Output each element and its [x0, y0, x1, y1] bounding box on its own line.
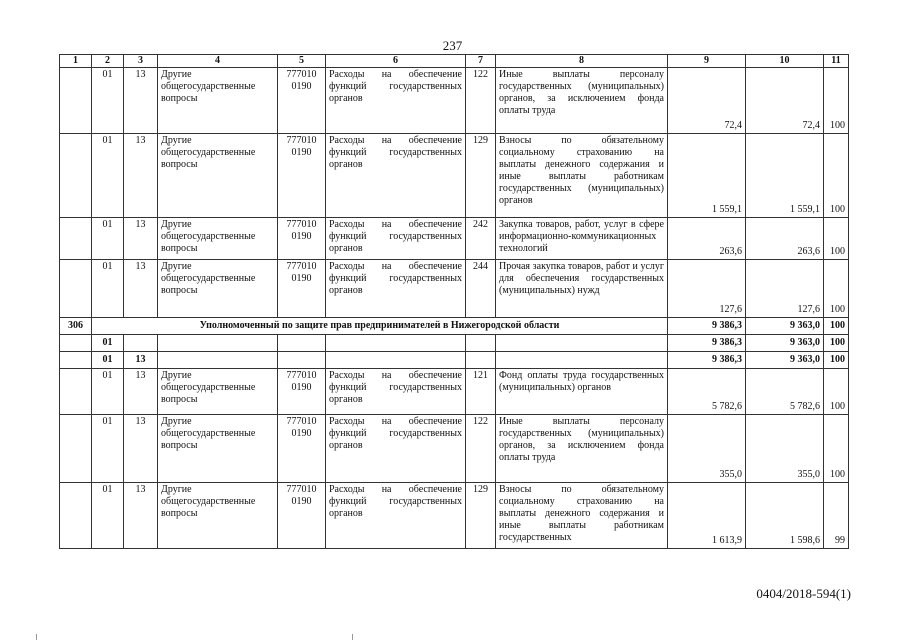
cell-c5: 777010 0190 — [278, 260, 326, 318]
cell-c2: 01 — [92, 335, 124, 352]
cell-c3: 13 — [124, 134, 158, 218]
cell-c11: 100 — [824, 260, 849, 318]
cell-c3 — [124, 335, 158, 352]
cell-c11: 100 — [824, 352, 849, 369]
cell-c8: Иные выплаты персоналу государственных (муниципальных) органов, за исключением фонда оплаты труда — [496, 415, 668, 483]
cell-c2: 01 — [92, 68, 124, 134]
cell-c5: 777010 0190 — [278, 369, 326, 415]
table-row — [60, 68, 849, 134]
subtotal-row — [60, 352, 849, 369]
cell-c4: Другие общегосударственные вопросы — [158, 415, 278, 483]
cell-c9: 72,4 — [668, 68, 746, 134]
empty-cell — [466, 335, 496, 352]
cell-c11: 100 — [824, 134, 849, 218]
cell-c3: 13 — [124, 218, 158, 260]
cell-c1 — [60, 68, 92, 134]
cell-c2: 01 — [92, 369, 124, 415]
cell-c2: 01 — [92, 260, 124, 318]
cell-c7: 122 — [466, 415, 496, 483]
empty-cell — [278, 352, 326, 369]
cell-c3: 13 — [124, 260, 158, 318]
cell-c8: Взносы по обязательному социальному страхованию на выплаты денежного содержания и иные выплаты работникам государственных (муниципальных) органов — [496, 134, 668, 218]
cell-c3: 13 — [124, 369, 158, 415]
scan-mark — [352, 634, 353, 640]
cell-c3: 13 — [124, 415, 158, 483]
cell-c1: 306 — [60, 318, 92, 335]
cell-c5: 777010 0190 — [278, 218, 326, 260]
cell-c8: Иные выплаты персоналу государственных (муниципальных) органов, за исключением фонда оплаты труда — [496, 68, 668, 134]
cell-c7: 242 — [466, 218, 496, 260]
cell-c11: 100 — [824, 369, 849, 415]
cell-c10: 263,6 — [746, 218, 824, 260]
cell-c4: Другие общегосударственные вопросы — [158, 483, 278, 549]
cell-c5: 777010 0190 — [278, 134, 326, 218]
header-cell: 8 — [496, 55, 668, 68]
table-row — [60, 415, 849, 483]
empty-cell — [158, 335, 278, 352]
cell-c8: Закупка товаров, работ, услуг в сфере информационно-коммуникационных технологий — [496, 218, 668, 260]
cell-c10: 9 363,0 — [746, 335, 824, 352]
cell-c6: Расходы на обеспечение функций государственных органов — [326, 260, 466, 318]
cell-c11: 100 — [824, 218, 849, 260]
cell-c2: 01 — [92, 134, 124, 218]
empty-cell — [326, 352, 466, 369]
cell-c4: Другие общегосударственные вопросы — [158, 260, 278, 318]
cell-c7: 129 — [466, 483, 496, 549]
page-number: 237 — [442, 38, 463, 53]
empty-cell — [496, 335, 668, 352]
table-row — [60, 483, 849, 549]
empty-cell — [60, 335, 92, 352]
header-cell: 7 — [466, 55, 496, 68]
cell-c6: Расходы на обеспечение функций государственных органов — [326, 218, 466, 260]
header-row — [60, 55, 849, 68]
cell-c5: 777010 0190 — [278, 415, 326, 483]
header-cell: 6 — [326, 55, 466, 68]
cell-c9: 263,6 — [668, 218, 746, 260]
header-cell: 3 — [124, 55, 158, 68]
cell-c9: 127,6 — [668, 260, 746, 318]
document-code: 0404/2018-594(1) — [756, 586, 851, 601]
cell-c9: 1 559,1 — [668, 134, 746, 218]
table-row — [60, 134, 849, 218]
cell-c3: 13 — [124, 352, 158, 369]
header-cell: 11 — [824, 55, 849, 68]
cell-c7: 244 — [466, 260, 496, 318]
table-row — [60, 369, 849, 415]
cell-c6: Расходы на обеспечение функций государственных органов — [326, 369, 466, 415]
cell-c8: Прочая закупка товаров, работ и услуг для обеспечения государственных (муниципальных) нужд — [496, 260, 668, 318]
header-cell: 9 — [668, 55, 746, 68]
cell-c4: Другие общегосударственные вопросы — [158, 134, 278, 218]
cell-c3: 13 — [124, 68, 158, 134]
cell-c5: 777010 0190 — [278, 68, 326, 134]
cell-c9: 9 386,3 — [668, 318, 746, 335]
header-cell: 5 — [278, 55, 326, 68]
cell-c7: 122 — [466, 68, 496, 134]
empty-cell — [60, 352, 92, 369]
cell-c10: 9 363,0 — [746, 352, 824, 369]
cell-c11: 100 — [824, 415, 849, 483]
cell-c10: 355,0 — [746, 415, 824, 483]
empty-cell — [158, 352, 278, 369]
empty-cell — [326, 335, 466, 352]
cell-c2: 01 — [92, 415, 124, 483]
cell-c8: Фонд оплаты труда государственных (муниципальных) органов — [496, 369, 668, 415]
cell-c9: 9 386,3 — [668, 352, 746, 369]
cell-c9: 9 386,3 — [668, 335, 746, 352]
budget-table — [59, 54, 849, 549]
header-cell: 4 — [158, 55, 278, 68]
cell-c10: 72,4 — [746, 68, 824, 134]
header-cell: 1 — [60, 55, 92, 68]
cell-c2: 01 — [92, 218, 124, 260]
cell-c8: Взносы по обязательному социальному страхованию на выплаты денежного содержания и иные выплаты работникам государственных — [496, 483, 668, 549]
cell-c1 — [60, 483, 92, 549]
cell-c4: Другие общегосударственные вопросы — [158, 369, 278, 415]
cell-c4: Другие общегосударственные вопросы — [158, 68, 278, 134]
cell-c2: 01 — [92, 483, 124, 549]
empty-cell — [496, 352, 668, 369]
cell-c9: 355,0 — [668, 415, 746, 483]
cell-c9: 1 613,9 — [668, 483, 746, 549]
cell-c1 — [60, 134, 92, 218]
subtotal-row — [60, 335, 849, 352]
cell-c10: 127,6 — [746, 260, 824, 318]
header-cell: 2 — [92, 55, 124, 68]
cell-c10: 1 559,1 — [746, 134, 824, 218]
cell-c7: 121 — [466, 369, 496, 415]
cell-c11: 99 — [824, 483, 849, 549]
table-row — [60, 218, 849, 260]
cell-c11: 100 — [824, 68, 849, 134]
cell-c1 — [60, 260, 92, 318]
table-row — [60, 260, 849, 318]
section-row — [60, 318, 849, 335]
cell-c11: 100 — [824, 318, 849, 335]
cell-c3: 13 — [124, 483, 158, 549]
cell-c2: 01 — [92, 352, 124, 369]
cell-c6: Расходы на обеспечение функций государственных органов — [326, 483, 466, 549]
cell-c7: 129 — [466, 134, 496, 218]
cell-c1 — [60, 415, 92, 483]
cell-c5: 777010 0190 — [278, 483, 326, 549]
cell-c9: 5 782,6 — [668, 369, 746, 415]
scan-mark — [36, 634, 37, 640]
header-cell: 10 — [746, 55, 824, 68]
cell-c10: 5 782,6 — [746, 369, 824, 415]
empty-cell — [466, 352, 496, 369]
cell-c11: 100 — [824, 335, 849, 352]
cell-c6: Расходы на обеспечение функций государственных органов — [326, 68, 466, 134]
cell-c10: 1 598,6 — [746, 483, 824, 549]
empty-cell — [278, 335, 326, 352]
cell-c10: 9 363,0 — [746, 318, 824, 335]
cell-c4: Другие общегосударственные вопросы — [158, 218, 278, 260]
cell-title: Уполномоченный по защите прав предпринимателей в Нижегородской области — [92, 318, 668, 335]
cell-c6: Расходы на обеспечение функций государственных органов — [326, 134, 466, 218]
cell-c6: Расходы на обеспечение функций государственных органов — [326, 415, 466, 483]
cell-c1 — [60, 369, 92, 415]
cell-c1 — [60, 218, 92, 260]
